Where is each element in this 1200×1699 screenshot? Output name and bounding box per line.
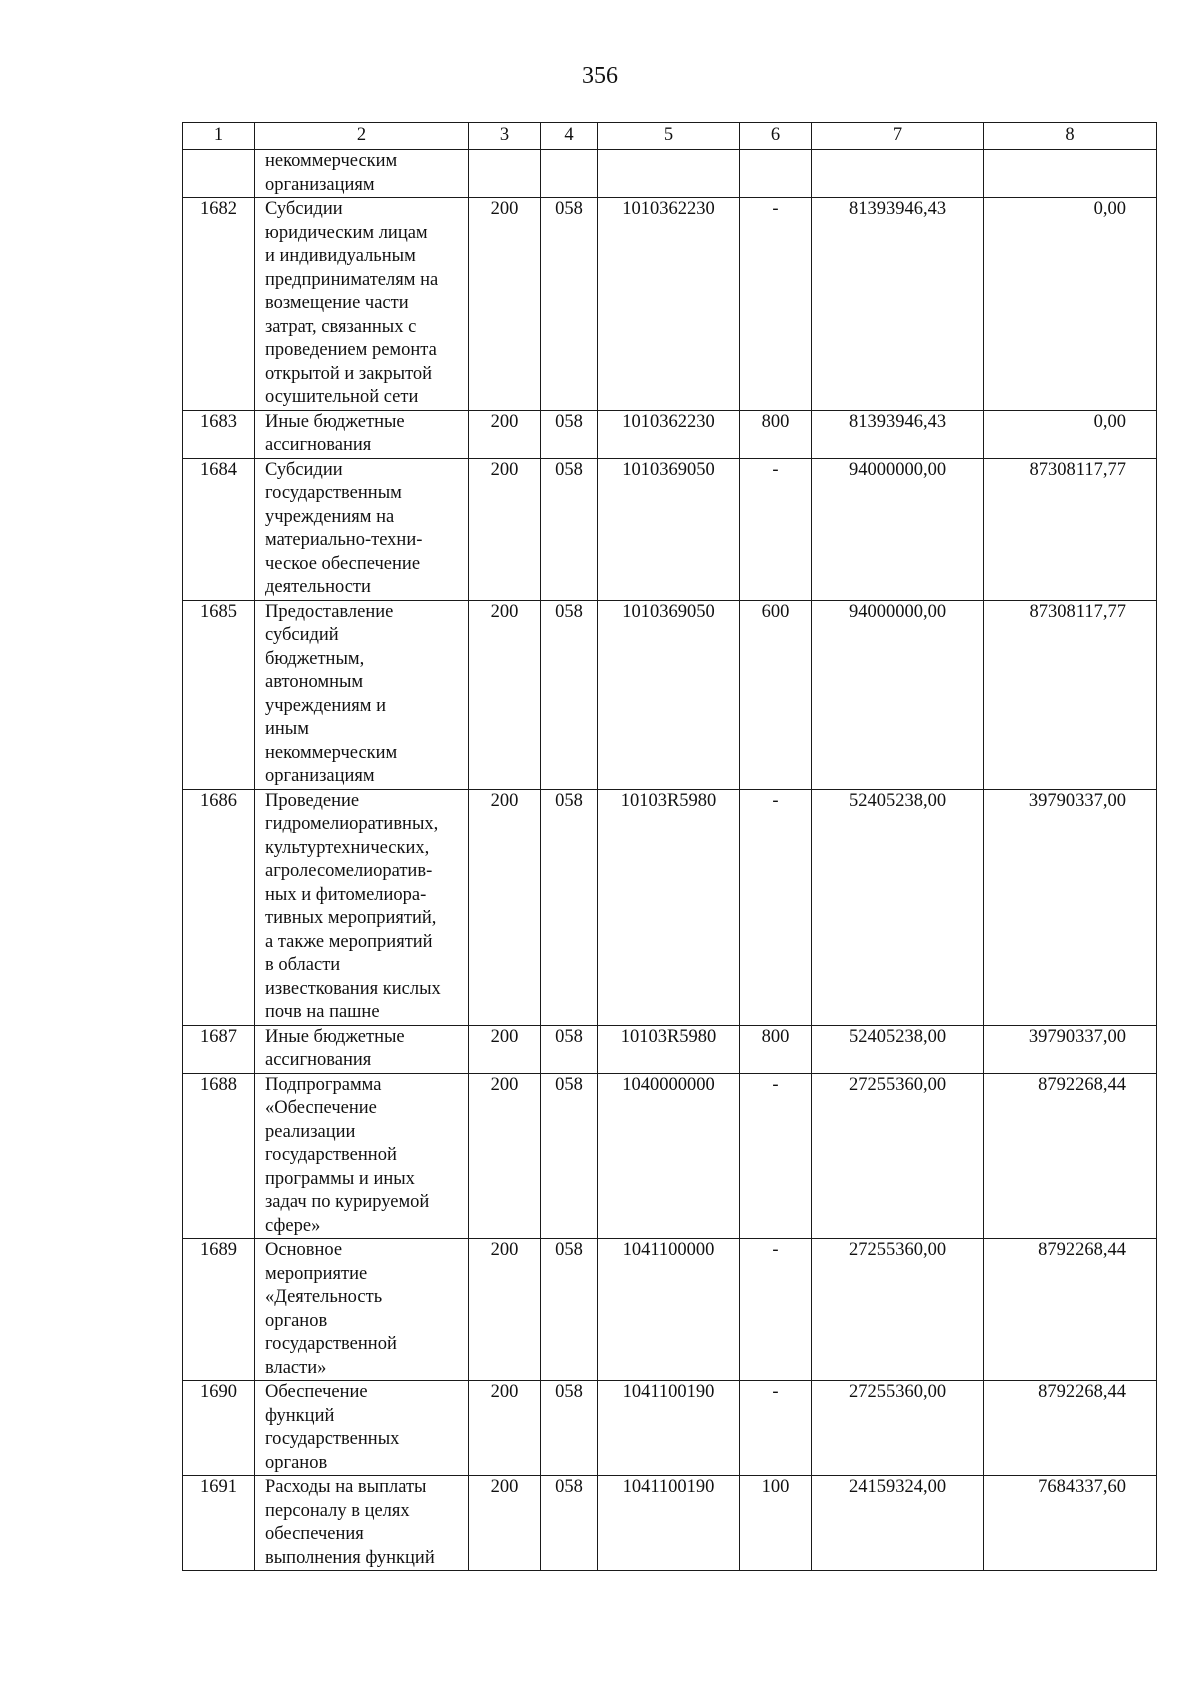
item-name-line: «Деятельность xyxy=(265,1287,383,1307)
row-number-cell: 1691 xyxy=(183,1476,255,1571)
item-name-line: персоналу в целях xyxy=(265,1500,410,1521)
table-row xyxy=(183,150,1157,198)
code-cell-6: 800 xyxy=(740,410,812,458)
item-name-line: гидромелиоративных, xyxy=(265,814,439,834)
item-name-line: в области xyxy=(265,955,341,975)
code-cell-5: 1010369050 xyxy=(598,600,740,789)
amount-cell-7: 94000000,00 xyxy=(812,600,984,789)
item-name-cell xyxy=(255,458,469,600)
row-number-cell xyxy=(183,150,255,198)
code-cell-3: 200 xyxy=(469,1073,541,1239)
row-number-cell: 1690 xyxy=(183,1381,255,1476)
header-cell: 2 xyxy=(255,123,469,150)
amount-cell-7: 27255360,00 xyxy=(812,1239,984,1381)
amount-cell-7: 94000000,00 xyxy=(812,458,984,600)
item-name-line: почв на пашне xyxy=(265,1002,380,1022)
amount-cell-8: 39790337,00 xyxy=(984,789,1157,1025)
code-cell-4: 058 xyxy=(541,410,598,458)
item-name-line: функций xyxy=(265,1405,335,1426)
code-cell-4: 058 xyxy=(541,1073,598,1239)
header-cell: 4 xyxy=(541,123,598,150)
item-name-line: а также мероприятий xyxy=(265,931,433,952)
item-name-cell xyxy=(255,1476,469,1571)
code-cell-6: 100 xyxy=(740,1476,812,1571)
item-name-line: известкования кислых xyxy=(265,978,441,999)
amount-cell-8: 8792268,44 xyxy=(984,1239,1157,1381)
header-cell: 5 xyxy=(598,123,740,150)
item-name-line: государственной xyxy=(265,1334,397,1354)
budget-table xyxy=(182,122,1157,1571)
amount-cell-8: 8792268,44 xyxy=(984,1073,1157,1239)
code-cell-4: 058 xyxy=(541,789,598,1025)
item-name-line: учреждениям на xyxy=(265,506,395,527)
table-row xyxy=(183,1239,1157,1381)
code-cell-4: 058 xyxy=(541,1239,598,1381)
code-cell-3: 200 xyxy=(469,1239,541,1381)
code-cell-3: 200 xyxy=(469,1476,541,1571)
code-cell-4: 058 xyxy=(541,198,598,411)
amount-cell-7: 27255360,00 xyxy=(812,1381,984,1476)
item-name-line: мероприятие xyxy=(265,1263,368,1284)
amount-cell-8 xyxy=(984,150,1157,198)
code-cell-6: - xyxy=(740,789,812,1025)
item-name-line: государственным xyxy=(265,483,402,503)
table-row xyxy=(183,1381,1157,1476)
item-name-line: тивных мероприятий, xyxy=(265,908,437,928)
item-name-line: бюджетным, xyxy=(265,648,365,669)
item-name-line: юридическим лицам xyxy=(265,222,428,243)
amount-cell-7: 52405238,00 xyxy=(812,1025,984,1073)
item-name-line: сфере» xyxy=(265,1215,321,1236)
item-name-line: культуртехнических, xyxy=(265,837,430,858)
header-cell: 3 xyxy=(469,123,541,150)
row-number-cell: 1688 xyxy=(183,1073,255,1239)
item-name-line: агролесомелиоратив- xyxy=(265,861,433,881)
item-name-line: Обеспечение xyxy=(265,1382,368,1402)
item-name-line: субсидий xyxy=(265,625,339,645)
header-cell: 6 xyxy=(740,123,812,150)
code-cell-6: - xyxy=(740,198,812,411)
amount-cell-8: 7684337,60 xyxy=(984,1476,1157,1571)
item-name-line: ных и фитомелиора- xyxy=(265,884,427,905)
item-name-line: обеспечения xyxy=(265,1524,364,1544)
item-name-line: предпринимателям на xyxy=(265,269,439,290)
code-cell-5: 1040000000 xyxy=(598,1073,740,1239)
row-number-cell: 1684 xyxy=(183,458,255,600)
code-cell-6: - xyxy=(740,458,812,600)
item-name-line: осушительной сети xyxy=(265,387,419,407)
item-name-line: деятельности xyxy=(265,577,371,597)
item-name-line: некоммерческим xyxy=(265,151,398,171)
item-name-line: Иные бюджетные xyxy=(265,1026,405,1047)
item-name-line: проведением ремонта xyxy=(265,340,437,360)
code-cell-6: - xyxy=(740,1381,812,1476)
code-cell-4: 058 xyxy=(541,1025,598,1073)
item-name-line: Основное xyxy=(265,1240,343,1260)
code-cell-5: 1041100000 xyxy=(598,1239,740,1381)
code-cell-4: 058 xyxy=(541,600,598,789)
code-cell-5: 1010362230 xyxy=(598,198,740,411)
code-cell-4: 058 xyxy=(541,458,598,600)
page-number: 356 xyxy=(582,63,618,89)
item-name-line: государственной xyxy=(265,1145,397,1165)
table-header-row xyxy=(183,123,1157,150)
item-name-line: власти» xyxy=(265,1357,327,1378)
code-cell-3: 200 xyxy=(469,600,541,789)
item-name-cell xyxy=(255,410,469,458)
item-name-line: задач по курируемой xyxy=(265,1192,430,1212)
code-cell-5: 10103R5980 xyxy=(598,789,740,1025)
item-name-line: Субсидии xyxy=(265,199,343,219)
table-row xyxy=(183,789,1157,1025)
row-number-cell: 1682 xyxy=(183,198,255,411)
code-cell-3 xyxy=(469,150,541,198)
amount-cell-8: 87308117,77 xyxy=(984,458,1157,600)
item-name-line: материально-техни- xyxy=(265,530,423,550)
code-cell-6: - xyxy=(740,1239,812,1381)
item-name-cell xyxy=(255,1239,469,1381)
item-name-line: органов xyxy=(265,1310,328,1331)
item-name-line: Проведение xyxy=(265,790,360,811)
amount-cell-7: 27255360,00 xyxy=(812,1073,984,1239)
item-name-line: «Обеспечение xyxy=(265,1098,377,1118)
amount-cell-7: 52405238,00 xyxy=(812,789,984,1025)
code-cell-6: 800 xyxy=(740,1025,812,1073)
item-name-line: ческое обеспечение xyxy=(265,553,421,574)
item-name-line: организациям xyxy=(265,174,375,195)
amount-cell-8: 87308117,77 xyxy=(984,600,1157,789)
item-name-line: ассигнования xyxy=(265,435,372,455)
code-cell-4: 058 xyxy=(541,1476,598,1571)
code-cell-5: 10103R5980 xyxy=(598,1025,740,1073)
code-cell-3: 200 xyxy=(469,789,541,1025)
amount-cell-8: 0,00 xyxy=(984,410,1157,458)
table-row xyxy=(183,410,1157,458)
item-name-cell xyxy=(255,789,469,1025)
item-name-line: ассигнования xyxy=(265,1050,372,1070)
amount-cell-7: 81393946,43 xyxy=(812,410,984,458)
amount-cell-7: 24159324,00 xyxy=(812,1476,984,1571)
item-name-line: учреждениям и xyxy=(265,695,386,716)
item-name-line: возмещение части xyxy=(265,293,409,313)
code-cell-5: 1041100190 xyxy=(598,1476,740,1571)
code-cell-6: - xyxy=(740,1073,812,1239)
code-cell-5: 1041100190 xyxy=(598,1381,740,1476)
row-number-cell: 1683 xyxy=(183,410,255,458)
item-name-line: затрат, связанных с xyxy=(265,316,417,337)
row-number-cell: 1687 xyxy=(183,1025,255,1073)
item-name-line: автономным xyxy=(265,672,364,692)
code-cell-3: 200 xyxy=(469,198,541,411)
item-name-cell xyxy=(255,1381,469,1476)
code-cell-5 xyxy=(598,150,740,198)
item-name-line: некоммерческим xyxy=(265,742,398,763)
item-name-line: организациям xyxy=(265,766,375,786)
item-name-line: реализации xyxy=(265,1121,356,1142)
code-cell-4 xyxy=(541,150,598,198)
code-cell-6 xyxy=(740,150,812,198)
code-cell-6: 600 xyxy=(740,600,812,789)
item-name-line: открытой и закрытой xyxy=(265,363,433,384)
code-cell-3: 200 xyxy=(469,1381,541,1476)
item-name-cell xyxy=(255,600,469,789)
item-name-line: программы и иных xyxy=(265,1168,415,1189)
table-row xyxy=(183,1073,1157,1239)
table-row xyxy=(183,198,1157,411)
row-number-cell: 1685 xyxy=(183,600,255,789)
code-cell-3: 200 xyxy=(469,410,541,458)
item-name-cell xyxy=(255,198,469,411)
code-cell-5: 1010362230 xyxy=(598,410,740,458)
item-name-line: органов xyxy=(265,1452,328,1473)
item-name-line: иным xyxy=(265,719,309,739)
amount-cell-7: 81393946,43 xyxy=(812,198,984,411)
table-row xyxy=(183,1025,1157,1073)
item-name-cell xyxy=(255,150,469,198)
item-name-line: Расходы на выплаты xyxy=(265,1477,427,1497)
item-name-line: Подпрограмма xyxy=(265,1074,382,1095)
item-name-line: выполнения функций xyxy=(265,1547,435,1568)
header-cell: 1 xyxy=(183,123,255,150)
code-cell-3: 200 xyxy=(469,458,541,600)
table-row xyxy=(183,1476,1157,1571)
code-cell-4: 058 xyxy=(541,1381,598,1476)
item-name-line: Иные бюджетные xyxy=(265,411,405,432)
item-name-line: Предоставление xyxy=(265,601,394,622)
amount-cell-8: 8792268,44 xyxy=(984,1381,1157,1476)
table-row xyxy=(183,600,1157,789)
code-cell-5: 1010369050 xyxy=(598,458,740,600)
row-number-cell: 1689 xyxy=(183,1239,255,1381)
item-name-cell xyxy=(255,1025,469,1073)
amount-cell-8: 39790337,00 xyxy=(984,1025,1157,1073)
code-cell-3: 200 xyxy=(469,1025,541,1073)
amount-cell-7 xyxy=(812,150,984,198)
item-name-line: и индивидуальным xyxy=(265,246,416,266)
item-name-line: Субсидии xyxy=(265,459,343,480)
amount-cell-8: 0,00 xyxy=(984,198,1157,411)
item-name-line: государственных xyxy=(265,1429,400,1449)
table-row xyxy=(183,458,1157,600)
header-cell: 7 xyxy=(812,123,984,150)
header-cell: 8 xyxy=(984,123,1157,150)
item-name-cell xyxy=(255,1073,469,1239)
row-number-cell: 1686 xyxy=(183,789,255,1025)
